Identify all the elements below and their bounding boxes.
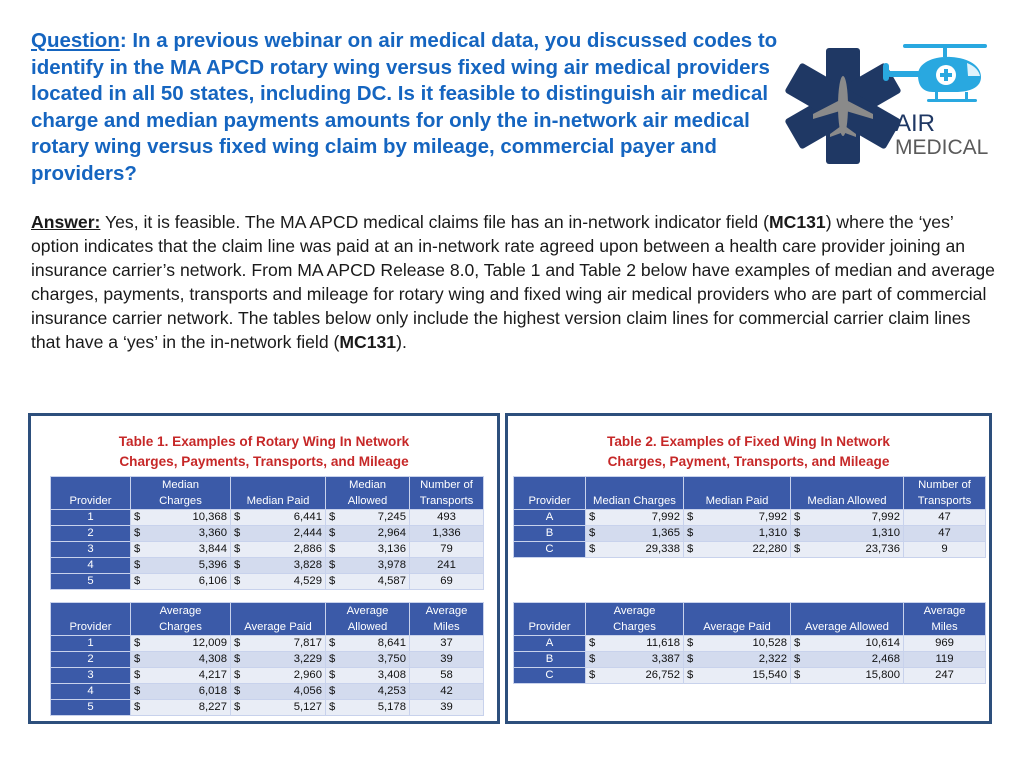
currency-symbol: $ bbox=[134, 685, 141, 697]
currency-symbol: $ bbox=[794, 637, 801, 649]
table2-average bbox=[513, 602, 986, 684]
money-cell bbox=[586, 668, 684, 684]
amount-value: 1,310 bbox=[758, 527, 787, 539]
currency-symbol: $ bbox=[234, 685, 241, 697]
amount-value: 22,280 bbox=[752, 543, 787, 555]
currency-symbol: $ bbox=[687, 527, 694, 539]
header-cell: Number of bbox=[904, 477, 986, 494]
header-cell: Charges bbox=[586, 619, 684, 636]
amount-value: 2,960 bbox=[293, 669, 322, 681]
currency-symbol: $ bbox=[794, 653, 801, 665]
table1-median bbox=[50, 476, 484, 590]
currency-symbol: $ bbox=[589, 653, 596, 665]
amount-value: 1,310 bbox=[871, 527, 900, 539]
currency-symbol: $ bbox=[589, 669, 596, 681]
amount-value: 3,750 bbox=[377, 653, 406, 665]
money-cell bbox=[131, 542, 231, 558]
table-row bbox=[51, 574, 484, 590]
provider-cell: C bbox=[514, 668, 586, 684]
amount-value: 3,844 bbox=[198, 543, 227, 555]
provider-cell: 1 bbox=[51, 636, 131, 652]
currency-symbol: $ bbox=[329, 527, 336, 539]
currency-symbol: $ bbox=[329, 653, 336, 665]
money-cell bbox=[684, 668, 791, 684]
provider-cell: 2 bbox=[51, 526, 131, 542]
count-cell: 39 bbox=[410, 652, 484, 668]
header-cell bbox=[791, 477, 904, 494]
money-cell bbox=[326, 542, 410, 558]
answer-body-3: ). bbox=[396, 332, 407, 352]
header-cell: Average bbox=[326, 603, 410, 620]
answer-code-1: MC131 bbox=[768, 212, 826, 232]
header-cell: Median Paid bbox=[684, 493, 791, 510]
currency-symbol: $ bbox=[794, 543, 801, 555]
answer-code-2: MC131 bbox=[339, 332, 397, 352]
currency-symbol: $ bbox=[794, 527, 801, 539]
money-cell bbox=[131, 668, 231, 684]
header-cell: Median bbox=[326, 477, 410, 494]
header-cell: Allowed bbox=[326, 619, 410, 636]
count-cell: 247 bbox=[904, 668, 986, 684]
money-cell bbox=[131, 700, 231, 716]
air-medical-logo bbox=[785, 30, 995, 180]
header-cell: Provider bbox=[514, 619, 586, 636]
currency-symbol: $ bbox=[234, 653, 241, 665]
table-row bbox=[514, 636, 986, 652]
amount-value: 2,886 bbox=[293, 543, 322, 555]
table2-panel bbox=[505, 413, 992, 724]
header-cell: Average bbox=[904, 603, 986, 620]
amount-value: 10,368 bbox=[192, 511, 227, 523]
money-cell bbox=[131, 510, 231, 526]
header-cell bbox=[231, 477, 326, 494]
currency-symbol: $ bbox=[687, 543, 694, 555]
provider-cell: A bbox=[514, 510, 586, 526]
money-cell bbox=[231, 700, 326, 716]
header-cell: Charges bbox=[131, 493, 231, 510]
amount-value: 2,444 bbox=[293, 527, 322, 539]
amount-value: 7,245 bbox=[377, 511, 406, 523]
count-cell: 241 bbox=[410, 558, 484, 574]
header-cell bbox=[684, 603, 791, 620]
header-cell: Number of bbox=[410, 477, 484, 494]
money-cell bbox=[586, 636, 684, 652]
amount-value: 8,641 bbox=[377, 637, 406, 649]
amount-value: 2,964 bbox=[377, 527, 406, 539]
currency-symbol: $ bbox=[329, 559, 336, 571]
answer-body-2: ) where the ‘yes’ option indicates that the claim line was paid at an in-network rate agreed upon between a health care provider joining an insurance carrier’s network. From MA APCD Release 8.0, Table 1 and Table 2 below have examples of median and average charges, payments, transports and mileage for rotary wing and fixed wing air medical providers who are part of commercial insurance carrier network. The tables below only include the highest version claim lines for commercial carrier claim lines that have a ‘yes’ in the in-network field ( bbox=[31, 212, 995, 352]
currency-symbol: $ bbox=[329, 511, 336, 523]
currency-symbol: $ bbox=[589, 637, 596, 649]
answer-text bbox=[31, 210, 996, 354]
currency-symbol: $ bbox=[329, 543, 336, 555]
currency-symbol: $ bbox=[234, 527, 241, 539]
table-row bbox=[51, 542, 484, 558]
provider-cell: 1 bbox=[51, 510, 131, 526]
amount-value: 4,217 bbox=[198, 669, 227, 681]
currency-symbol: $ bbox=[134, 543, 141, 555]
amount-value: 3,360 bbox=[198, 527, 227, 539]
header-cell: Median bbox=[131, 477, 231, 494]
currency-symbol: $ bbox=[234, 701, 241, 713]
header-cell: Median Allowed bbox=[791, 493, 904, 510]
table1-average bbox=[50, 602, 484, 716]
money-cell bbox=[231, 652, 326, 668]
money-cell bbox=[131, 684, 231, 700]
amount-value: 7,992 bbox=[758, 511, 787, 523]
money-cell bbox=[231, 558, 326, 574]
count-cell: 119 bbox=[904, 652, 986, 668]
amount-value: 6,441 bbox=[293, 511, 322, 523]
amount-value: 11,618 bbox=[646, 637, 680, 649]
count-cell: 47 bbox=[904, 526, 986, 542]
currency-symbol: $ bbox=[134, 527, 141, 539]
header-cell bbox=[514, 477, 586, 494]
money-cell bbox=[684, 636, 791, 652]
money-cell bbox=[231, 684, 326, 700]
amount-value: 5,178 bbox=[377, 701, 406, 713]
header-cell bbox=[51, 603, 131, 620]
money-cell bbox=[231, 636, 326, 652]
amount-value: 7,992 bbox=[651, 511, 680, 523]
count-cell: 969 bbox=[904, 636, 986, 652]
count-cell: 493 bbox=[410, 510, 484, 526]
count-cell: 42 bbox=[410, 684, 484, 700]
money-cell bbox=[131, 636, 231, 652]
amount-value: 3,387 bbox=[651, 653, 680, 665]
currency-symbol: $ bbox=[234, 543, 241, 555]
table-row bbox=[514, 668, 986, 684]
amount-value: 2,468 bbox=[871, 653, 900, 665]
currency-symbol: $ bbox=[234, 559, 241, 571]
amount-value: 12,009 bbox=[192, 637, 227, 649]
table2-title-line2: Charges, Payment, Transports, and Mileage bbox=[607, 454, 890, 469]
currency-symbol: $ bbox=[589, 527, 596, 539]
provider-cell: 4 bbox=[51, 684, 131, 700]
currency-symbol: $ bbox=[329, 637, 336, 649]
money-cell bbox=[326, 558, 410, 574]
currency-symbol: $ bbox=[134, 559, 141, 571]
currency-symbol: $ bbox=[687, 511, 694, 523]
currency-symbol: $ bbox=[134, 653, 141, 665]
header-cell: Average Paid bbox=[684, 619, 791, 636]
header-cell: Provider bbox=[51, 493, 131, 510]
currency-symbol: $ bbox=[687, 653, 694, 665]
currency-symbol: $ bbox=[134, 637, 141, 649]
amount-value: 3,978 bbox=[377, 559, 406, 571]
table1-title-line1: Table 1. Examples of Rotary Wing In Network bbox=[118, 434, 410, 449]
table2-title bbox=[508, 432, 989, 472]
header-cell: Transports bbox=[410, 493, 484, 510]
money-cell bbox=[326, 684, 410, 700]
currency-symbol: $ bbox=[687, 669, 694, 681]
header-cell: Miles bbox=[904, 619, 986, 636]
money-cell bbox=[684, 526, 791, 542]
currency-symbol: $ bbox=[794, 511, 801, 523]
count-cell: 1,336 bbox=[410, 526, 484, 542]
amount-value: 23,736 bbox=[865, 543, 900, 555]
provider-cell: 2 bbox=[51, 652, 131, 668]
currency-symbol: $ bbox=[134, 669, 141, 681]
question-body: : In a previous webinar on air medical data, you discussed codes to identify in the MA APCD rotary wing versus fixed wing air medical providers located in all 50 states, including DC. Is it feasible to distinguish air medical charge and median payments amounts for only the in-network air medical rotary wing versus fixed wing claim by mileage, commercial payer and providers? bbox=[31, 29, 778, 185]
header-cell: Average bbox=[131, 603, 231, 620]
count-cell: 69 bbox=[410, 574, 484, 590]
currency-symbol: $ bbox=[234, 575, 241, 587]
amount-value: 5,127 bbox=[293, 701, 322, 713]
header-cell: Allowed bbox=[326, 493, 410, 510]
currency-symbol: $ bbox=[589, 511, 596, 523]
amount-value: 1,365 bbox=[651, 527, 680, 539]
provider-cell: B bbox=[514, 652, 586, 668]
money-cell bbox=[791, 510, 904, 526]
provider-cell: 5 bbox=[51, 574, 131, 590]
header-cell bbox=[514, 603, 586, 620]
currency-symbol: $ bbox=[234, 511, 241, 523]
money-cell bbox=[131, 652, 231, 668]
amount-value: 3,136 bbox=[377, 543, 406, 555]
money-cell bbox=[326, 510, 410, 526]
header-cell: Provider bbox=[514, 493, 586, 510]
amount-value: 5,396 bbox=[198, 559, 227, 571]
question-lead: Question bbox=[31, 29, 120, 52]
header-cell bbox=[51, 477, 131, 494]
amount-value: 29,338 bbox=[645, 543, 680, 555]
table2-title-line1: Table 2. Examples of Fixed Wing In Network bbox=[607, 434, 890, 449]
currency-symbol: $ bbox=[687, 637, 694, 649]
currency-symbol: $ bbox=[234, 669, 241, 681]
money-cell bbox=[586, 526, 684, 542]
answer-lead: Answer: bbox=[31, 212, 101, 232]
money-cell bbox=[231, 668, 326, 684]
amount-value: 2,322 bbox=[758, 653, 787, 665]
money-cell bbox=[131, 558, 231, 574]
amount-value: 15,800 bbox=[865, 669, 900, 681]
count-cell: 39 bbox=[410, 700, 484, 716]
provider-cell: A bbox=[514, 636, 586, 652]
provider-cell: 3 bbox=[51, 542, 131, 558]
money-cell bbox=[791, 668, 904, 684]
amount-value: 8,227 bbox=[198, 701, 227, 713]
amount-value: 4,253 bbox=[377, 685, 406, 697]
amount-value: 10,528 bbox=[752, 637, 787, 649]
currency-symbol: $ bbox=[134, 701, 141, 713]
money-cell bbox=[131, 526, 231, 542]
header-cell bbox=[231, 603, 326, 620]
count-cell: 79 bbox=[410, 542, 484, 558]
header-cell bbox=[684, 477, 791, 494]
amount-value: 4,529 bbox=[293, 575, 322, 587]
money-cell bbox=[586, 652, 684, 668]
table1-title bbox=[31, 432, 497, 472]
table-row bbox=[51, 652, 484, 668]
money-cell bbox=[791, 652, 904, 668]
money-cell bbox=[231, 542, 326, 558]
table-row bbox=[51, 510, 484, 526]
header-cell bbox=[791, 603, 904, 620]
money-cell bbox=[231, 574, 326, 590]
amount-value: 4,587 bbox=[377, 575, 406, 587]
money-cell bbox=[326, 526, 410, 542]
money-cell bbox=[791, 542, 904, 558]
amount-value: 15,540 bbox=[752, 669, 787, 681]
money-cell bbox=[326, 668, 410, 684]
amount-value: 7,817 bbox=[293, 637, 322, 649]
count-cell: 37 bbox=[410, 636, 484, 652]
money-cell bbox=[326, 636, 410, 652]
header-cell: Median Charges bbox=[586, 493, 684, 510]
header-cell: Provider bbox=[51, 619, 131, 636]
header-cell: Charges bbox=[131, 619, 231, 636]
header-cell bbox=[586, 477, 684, 494]
table-row bbox=[514, 510, 986, 526]
money-cell bbox=[231, 510, 326, 526]
currency-symbol: $ bbox=[234, 637, 241, 649]
amount-value: 4,308 bbox=[198, 653, 227, 665]
table1-panel bbox=[28, 413, 500, 724]
table-row bbox=[514, 542, 986, 558]
header-cell: Median Paid bbox=[231, 493, 326, 510]
provider-cell: C bbox=[514, 542, 586, 558]
money-cell bbox=[684, 510, 791, 526]
provider-cell: 3 bbox=[51, 668, 131, 684]
count-cell: 47 bbox=[904, 510, 986, 526]
currency-symbol: $ bbox=[329, 701, 336, 713]
currency-symbol: $ bbox=[794, 669, 801, 681]
money-cell bbox=[684, 542, 791, 558]
question-text bbox=[31, 28, 801, 187]
money-cell bbox=[231, 526, 326, 542]
money-cell bbox=[326, 574, 410, 590]
currency-symbol: $ bbox=[134, 511, 141, 523]
money-cell bbox=[791, 636, 904, 652]
amount-value: 10,614 bbox=[865, 637, 900, 649]
provider-cell: B bbox=[514, 526, 586, 542]
money-cell bbox=[586, 542, 684, 558]
currency-symbol: $ bbox=[329, 685, 336, 697]
header-cell: Average bbox=[410, 603, 484, 620]
table-row bbox=[51, 700, 484, 716]
table-row bbox=[514, 652, 986, 668]
amount-value: 26,752 bbox=[645, 669, 680, 681]
header-cell: Average Allowed bbox=[791, 619, 904, 636]
answer-body-1: Yes, it is feasible. The MA APCD medical claims file has an in-network indicator field ( bbox=[100, 212, 769, 232]
amount-value: 3,408 bbox=[377, 669, 406, 681]
provider-cell: 4 bbox=[51, 558, 131, 574]
logo-text-air: AIR bbox=[895, 110, 936, 137]
logo-text-medical: MEDICAL bbox=[895, 136, 989, 159]
header-cell: Transports bbox=[904, 493, 986, 510]
money-cell bbox=[131, 574, 231, 590]
provider-cell: 5 bbox=[51, 700, 131, 716]
header-cell: Average Paid bbox=[231, 619, 326, 636]
header-cell: Average bbox=[586, 603, 684, 620]
amount-value: 6,018 bbox=[198, 685, 227, 697]
amount-value: 3,229 bbox=[293, 653, 322, 665]
money-cell bbox=[326, 652, 410, 668]
money-cell bbox=[791, 526, 904, 542]
table-row bbox=[514, 526, 986, 542]
currency-symbol: $ bbox=[329, 575, 336, 587]
currency-symbol: $ bbox=[589, 543, 596, 555]
amount-value: 3,828 bbox=[293, 559, 322, 571]
count-cell: 58 bbox=[410, 668, 484, 684]
amount-value: 6,106 bbox=[198, 575, 227, 587]
table-row bbox=[51, 636, 484, 652]
currency-symbol: $ bbox=[329, 669, 336, 681]
amount-value: 7,992 bbox=[871, 511, 900, 523]
table-row bbox=[51, 526, 484, 542]
count-cell: 9 bbox=[904, 542, 986, 558]
money-cell bbox=[326, 700, 410, 716]
header-cell: Miles bbox=[410, 619, 484, 636]
amount-value: 4,056 bbox=[293, 685, 322, 697]
table1-title-line2: Charges, Payments, Transports, and Mileage bbox=[119, 454, 409, 469]
table-row bbox=[51, 684, 484, 700]
currency-symbol: $ bbox=[134, 575, 141, 587]
money-cell bbox=[586, 510, 684, 526]
table-row bbox=[51, 558, 484, 574]
table-row bbox=[51, 668, 484, 684]
money-cell bbox=[684, 652, 791, 668]
table2-median bbox=[513, 476, 986, 558]
